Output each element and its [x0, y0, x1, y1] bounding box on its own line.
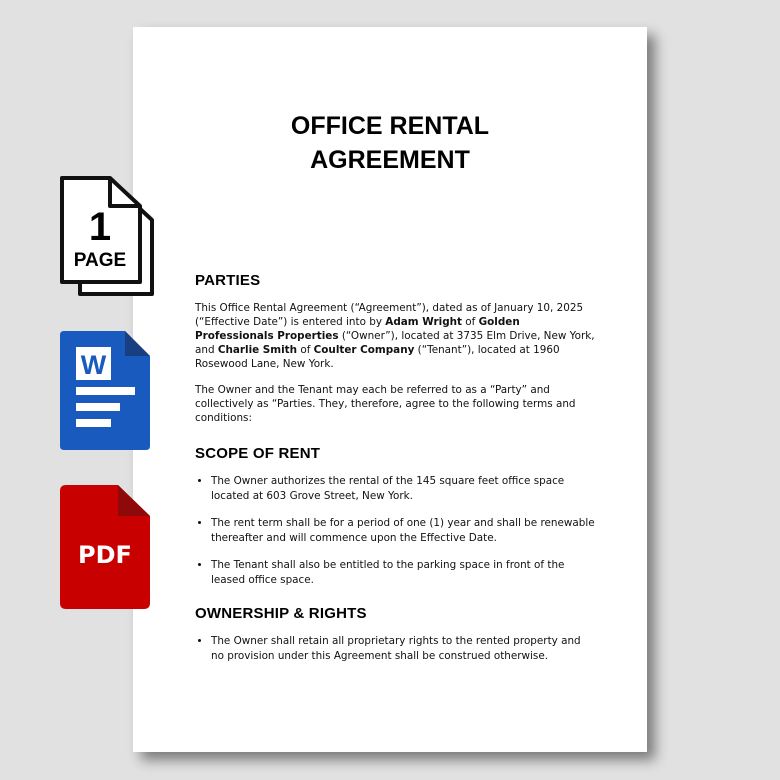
- document-title: OFFICE RENTAL AGREEMENT: [290, 112, 490, 174]
- svg-text:PAGE: PAGE: [73, 250, 127, 271]
- document-body: [195, 272, 595, 676]
- scope-list: [195, 474, 595, 587]
- word-doc-icon: [60, 331, 150, 450]
- svg-text:W: W: [80, 350, 107, 380]
- document-page: [133, 27, 647, 752]
- parties-paragraph: This Office Rental Agreement (“Agreement”), dated as of January 10, 2025 (“Effective Date”) is entered into by Adam Wright of Golden Professionals Properties (“Owner”), located at 3735 Elm Drive, New York, and Charlie Smith of Coulter Company (“Tenant”), located at 1960 Rosewood Lane, New York.: [195, 302, 595, 370]
- list-item: • The Owner shall retain all proprietary rights to the rented property and no provision under this Agreement shall be construed otherwise.: [211, 634, 595, 663]
- svg-text:PDF: PDF: [78, 541, 132, 569]
- one-page-icon: [58, 174, 156, 298]
- list-item: • The Owner authorizes the rental of the 145 square feet office space located at 603 Grove Street, New York.: [211, 474, 595, 503]
- parties-heading: PARTIES: [195, 272, 261, 289]
- list-item: • The rent term shall be for a period of one (1) year and shall be renewable thereafter and will commence upon the Effective Date.: [211, 516, 595, 545]
- ownership-list: [195, 634, 595, 663]
- pdf-icon: [60, 485, 150, 609]
- svg-text:1: 1: [88, 205, 112, 249]
- ownership-heading: OWNERSHIP & RIGHTS: [195, 605, 367, 622]
- parties-paragraph-2: The Owner and the Tenant may each be referred to as a “Party” and collectively as “Parties. They, therefore, agree to the following terms and conditions:: [195, 384, 576, 424]
- list-item: • The Tenant shall also be entitled to the parking space in front of the leased office space.: [211, 558, 595, 587]
- scope-heading: SCOPE OF RENT: [195, 445, 321, 462]
